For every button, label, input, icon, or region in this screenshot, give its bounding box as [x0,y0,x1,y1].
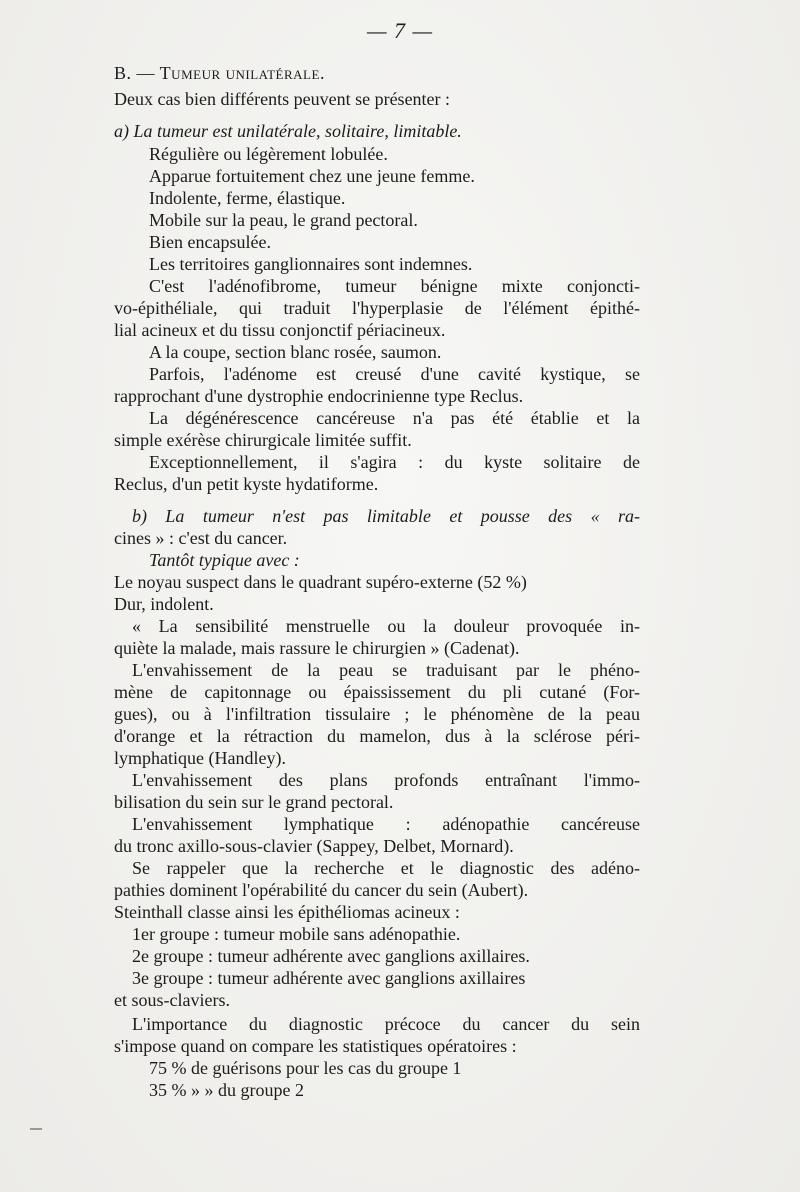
text-line: cines » : c'est du cancer. [114,528,288,548]
text-line: quiète la malade, mais rassure le chirurgien » (Cadenat). [114,638,520,658]
text-line: L'importance du diagnostic précoce du cancer du sein [132,1014,640,1034]
text-line: rapprochant d'une dystrophie endocrinienne type Reclus. [114,386,524,406]
text-line: Se rappeler que la recherche et le diagnostic des adéno- [132,858,640,878]
text-line: Mobile sur la peau, le grand pectoral. [149,210,418,230]
text-line: B. — Tumeur unilatérale. [114,63,325,83]
text-line: lial acineux et du tissu conjonctif périacineux. [114,320,446,340]
text-line: Exceptionnellement, il s'agira : du kyste solitaire de [149,452,640,472]
text-line: 2e groupe : tumeur adhérente avec ganglions axillaires. [132,946,530,966]
text-line: a) La tumeur est unilatérale, solitaire, limitable. [114,121,462,141]
text-line: 3e groupe : tumeur adhérente avec ganglions axillaires [132,968,526,988]
text-line: 75 % de guérisons pour les cas du groupe 1 [149,1058,462,1078]
text-line: La dégénérescence cancéreuse n'a pas été établie et la [149,408,640,428]
text-line: et sous-claviers. [114,990,230,1010]
text-line: C'est l'adénofibrome, tumeur bénigne mixte conjoncti- [149,276,640,296]
text-line: Deux cas bien différents peuvent se présenter : [114,89,451,109]
text-line: Parfois, l'adénome est creusé d'une cavité kystique, se [149,364,640,384]
text-line: d'orange et la rétraction du mamelon, dus à la sclérose péri- [114,726,640,746]
text-line: Le noyau suspect dans le quadrant supéro-externe (52 %) [114,572,527,592]
text-line: Indolente, ferme, élastique. [149,188,346,208]
text-line: L'envahissement des plans profonds entraînant l'immo- [132,770,640,790]
text-line: b) La tumeur n'est pas limitable et pousse des « ra- [132,506,640,526]
text-line: Apparue fortuitement chez une jeune femme. [149,166,475,186]
page-number: — 7 — [366,18,434,43]
text-line: L'envahissement lymphatique : adénopathie cancéreuse [132,814,640,834]
text-line: pathies dominent l'opérabilité du cancer du sein (Aubert). [114,880,529,900]
text-line: gues), ou à l'infiltration tissulaire ; le phénomène de la peau [114,704,640,724]
text-line: bilisation du sein sur le grand pectoral. [114,792,394,812]
text-line: Tantôt typique avec : [149,550,300,570]
text-line: L'envahissement de la peau se traduisant par le phéno- [132,660,640,680]
text-line: « La sensibilité menstruelle ou la douleur provoquée in- [132,616,640,636]
text-line: mène de capitonnage ou épaississement du pli cutané (For- [114,682,640,702]
text-line: lymphatique (Handley). [114,748,286,768]
text-line: s'impose quand on compare les statistiques opératoires : [114,1036,517,1056]
text-line: du tronc axillo-sous-clavier (Sappey, Delbet, Mornard). [114,836,514,856]
text-line: Bien encapsulée. [149,232,271,252]
text-line: Steinthall classe ainsi les épithéliomas acineux : [114,902,460,922]
text-line: Régulière ou légèrement lobulée. [149,144,388,164]
text-line: 1er groupe : tumeur mobile sans adénopathie. [132,924,461,944]
text-line: 35 % » » du groupe 2 [149,1080,304,1100]
margin-mark [30,1128,42,1130]
text-line: vo-épithéliale, qui traduit l'hyperplasie de l'élément épithé- [114,298,640,318]
text-line: Les territoires ganglionnaires sont indemnes. [149,254,473,274]
text-line: simple exérèse chirurgicale limitée suffit. [114,430,412,450]
text-line: Reclus, d'un petit kyste hydatiforme. [114,474,379,494]
text-line: A la coupe, section blanc rosée, saumon. [149,342,442,362]
text-line: Dur, indolent. [114,594,214,614]
